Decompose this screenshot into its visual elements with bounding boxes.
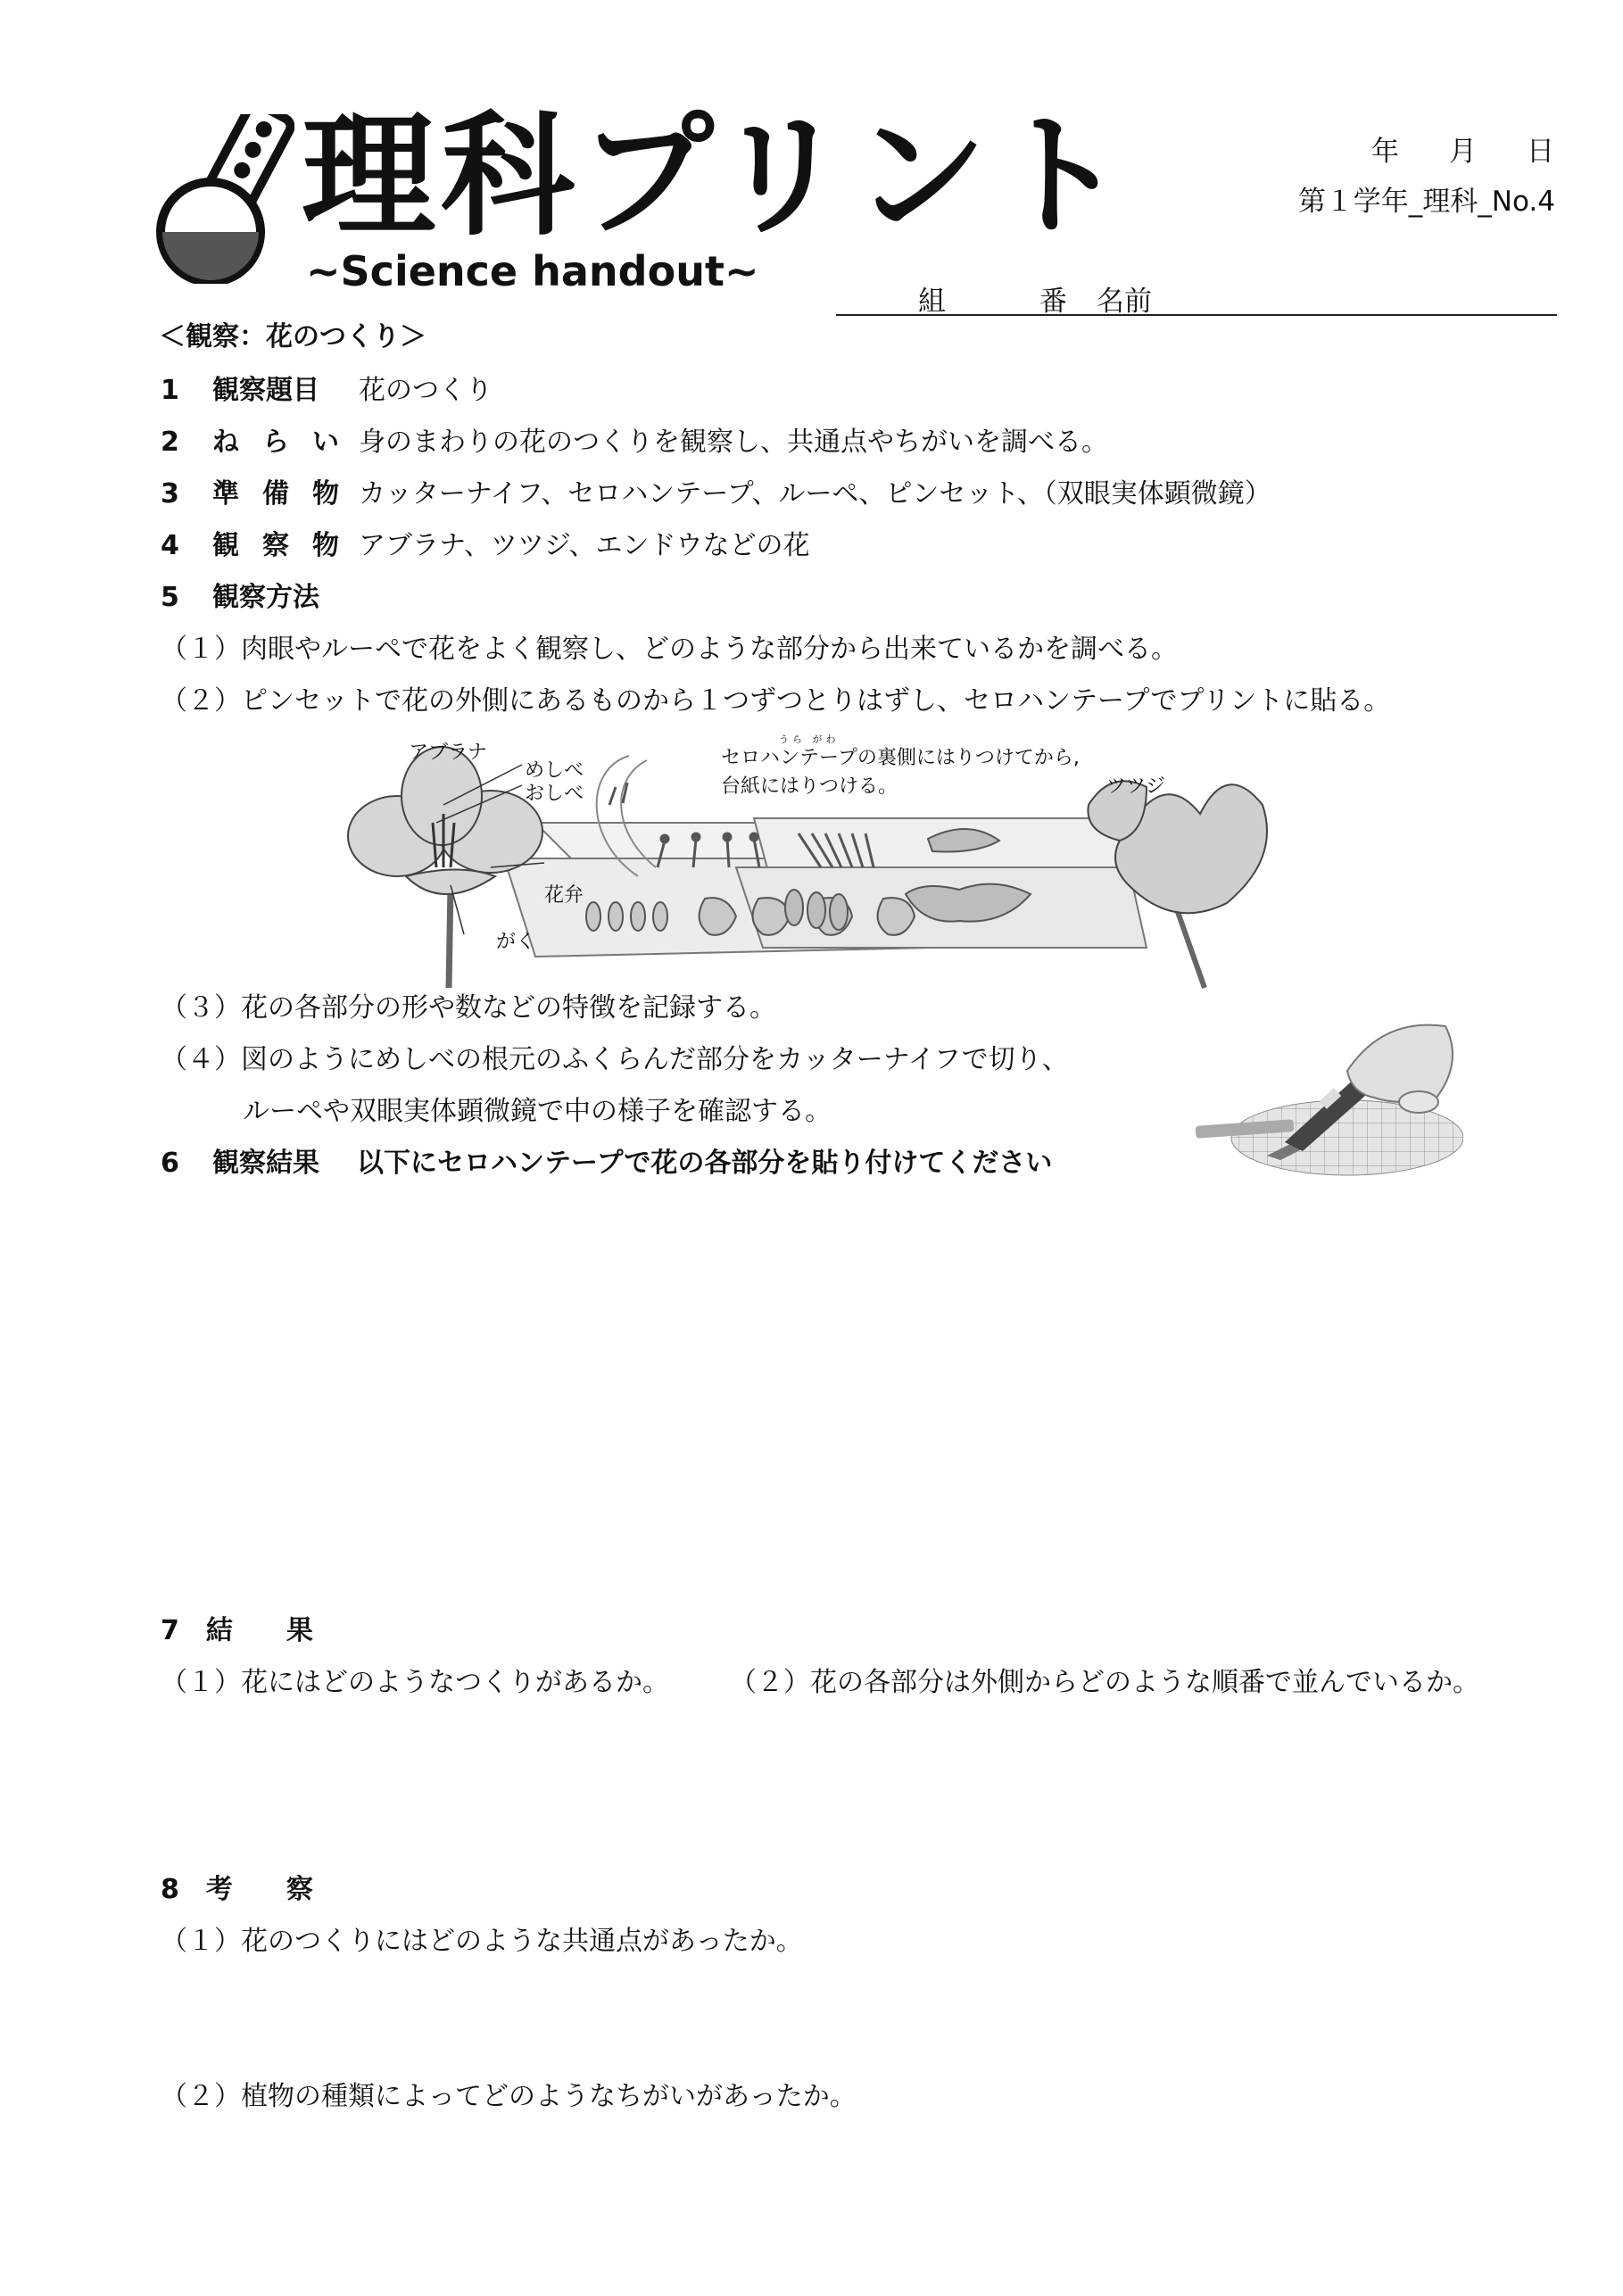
- method-step-3: （３）花の各部分の形や数などの特徴を記録する。: [161, 992, 776, 1024]
- name-label: 名前: [1097, 286, 1152, 318]
- method-step-4: （４）図のようにめしべの根元のふくらんだ部分をカッターナイフで切り、: [161, 1044, 1069, 1075]
- label-meshibe: めしべ: [525, 759, 584, 782]
- date-line: [1323, 128, 1556, 169]
- class-label: 組: [918, 286, 946, 318]
- result-instruction: 以下にセロハンテープで花の各部分を貼り付けてください: [357, 1148, 1053, 1179]
- method-step-1: （１）肉眼やルーペで花をよく観察し、どのような部分から出来ているかを調べる。: [161, 634, 1178, 665]
- label-tsutsuji: ツツジ: [1106, 775, 1166, 798]
- item-2: [161, 425, 1108, 460]
- label-tape-instruction-2: 台紙にはりつける。: [721, 775, 898, 798]
- section-8-question-2: （２）植物の種類によってどのようなちがいがあったか。: [161, 2081, 857, 2112]
- date-month: 月: [1449, 136, 1478, 168]
- item-5: [161, 580, 359, 616]
- item-number: 1: [161, 375, 179, 406]
- item-label: 観察物: [212, 530, 362, 561]
- section-7-question-1: （１）花にはどのようなつくりがあるか。: [161, 1667, 669, 1698]
- item-text: アブラナ、ツツジ、エンドウなどの花: [359, 530, 810, 561]
- item-text: 身のまわりの花のつくりを観察し、共通点やちがいを調べる。: [359, 427, 1108, 458]
- logo-title: 理科プリント: [302, 99, 1132, 254]
- section-7-heading: 7 結 果: [161, 1615, 313, 1646]
- paste-area[interactable]: [161, 1196, 1553, 1588]
- method-step-4-continued: ルーペや双眼実体顕微鏡で中の様子を確認する。: [243, 1096, 832, 1127]
- label-aburana: アブラナ: [409, 742, 488, 764]
- item-number: 6: [161, 1148, 179, 1179]
- section-7-question-2: （２）花の各部分は外側からどのような順番で並んでいるか。: [730, 1667, 1479, 1698]
- page-title: ＜観察：花のつくり＞: [159, 321, 426, 352]
- section-8-question-1: （１）花のつくりにはどのような共通点があったか。: [161, 1926, 803, 1957]
- item-number: 4: [161, 530, 179, 561]
- item-1: [161, 373, 493, 409]
- item-label: ねらい: [212, 427, 362, 458]
- flask-logo-icon: [152, 114, 294, 284]
- result-heading: [161, 1146, 1052, 1181]
- item-label: 観察題目: [212, 375, 319, 406]
- label-oshibe: おしべ: [525, 783, 584, 805]
- label-gaku: がく: [496, 931, 536, 953]
- date-year: 年: [1371, 136, 1401, 168]
- date-day: 日: [1527, 136, 1556, 168]
- item-text: 花のつくり: [359, 375, 493, 406]
- item-number: 5: [161, 582, 179, 613]
- item-label: 観察方法: [212, 582, 319, 613]
- item-label: 観察結果: [212, 1148, 319, 1179]
- name-field-line[interactable]: [836, 278, 1557, 316]
- item-3: [161, 477, 1271, 512]
- label-tape-instruction-1: セロハンテープの裏側にはりつけてから,: [721, 747, 1080, 769]
- item-text: カッターナイフ、セロハンテープ、ルーペ、ピンセット、（双眼実体顕微鏡）: [359, 478, 1271, 510]
- item-number: 3: [161, 478, 179, 510]
- logo-subtitle: ~Science handout~: [306, 247, 759, 295]
- label-tape-furigana: うら がわ: [779, 734, 840, 745]
- item-4: [161, 528, 810, 564]
- section-8-heading: 8 考 察: [161, 1874, 313, 1905]
- issue-number: 第１学年_理科_No.4: [1297, 186, 1555, 218]
- number-label: 番: [1039, 286, 1067, 318]
- label-kaben: 花弁: [544, 884, 584, 907]
- method-step-2: （２）ピンセットで花の外側にあるものから１つずつとりはずし、セロハンテープでプリントに貼る。: [161, 685, 1391, 717]
- item-number: 2: [161, 427, 179, 458]
- item-label: 準備物: [212, 478, 362, 510]
- cutting-illustration: [1196, 1008, 1463, 1187]
